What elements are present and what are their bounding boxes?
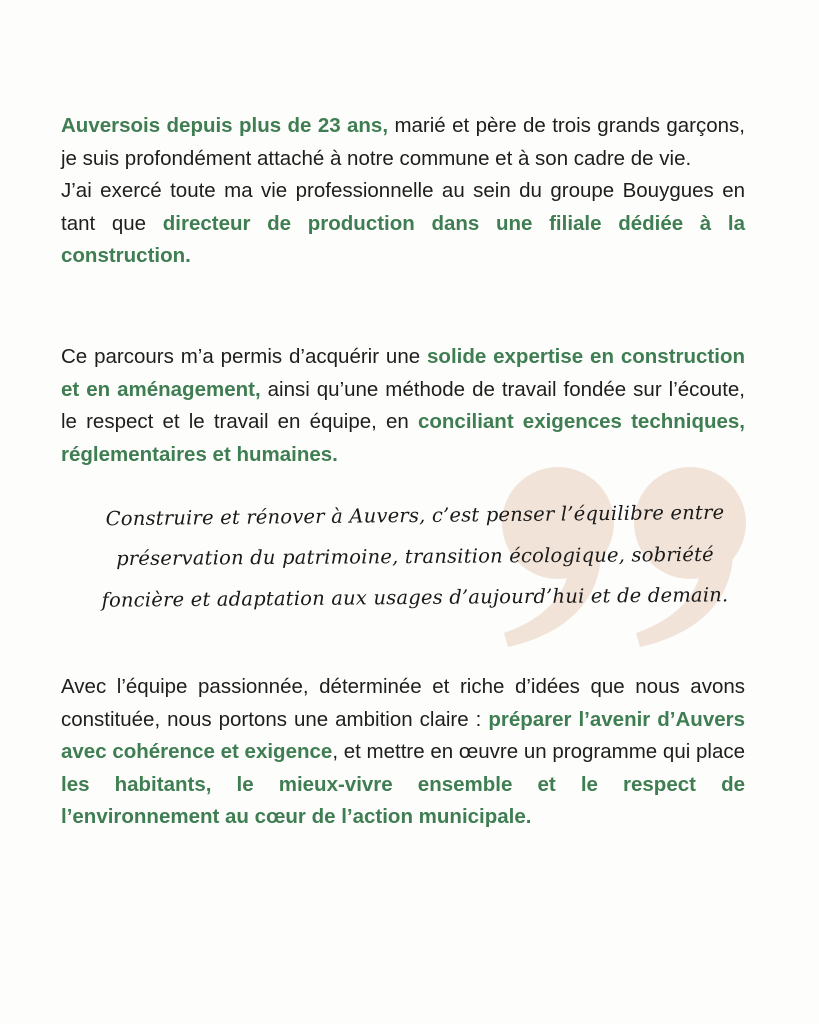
highlight-expertise: solide expertise en construction et en aménagement, (61, 345, 745, 401)
method-text: ainsi qu’une méthode de travail fondée sur l’écoute, le respect et le travail en équipe, en (61, 377, 745, 433)
expertise-intro-text: Ce parcours m’a permis d’acquérir une (61, 345, 428, 368)
highlight-requirements: conciliant exigences techniques, réglementaires et humaines. (61, 410, 746, 466)
highlight-residency: Auversois depuis plus de 23 ans, (61, 114, 389, 137)
intro-paragraph (61, 110, 745, 273)
highlight-future: préparer l’avenir d’Auvers avec cohérence et exigence (61, 707, 745, 763)
quote-line-2: préservation du patrimoine, transition écologique, sobriété (116, 542, 714, 571)
program-text: , et mettre en œuvre un programme qui place (332, 740, 746, 763)
expertise-paragraph (61, 341, 745, 471)
highlight-job-title: directeur de production dans une filiale dédiée à la construction. (61, 211, 745, 267)
quote-line-3: foncière et adaptation aux usages d’aujourd’hui et de demain. (101, 583, 729, 612)
quote-line-1: Construire et rénover à Auvers, c’est penser l’équilibre entre (105, 500, 725, 531)
career-line (61, 175, 745, 273)
family-text: marié et père de trois grands garçons, je suis profondément attaché à notre commune et à son cadre de vie. (61, 114, 746, 170)
handwritten-quote (70, 495, 760, 618)
team-text: Avec l’équipe passionnée, déterminée et riche d’idées que nous avons constituée, nous portons une ambition claire : (61, 675, 745, 731)
highlight-inhabitants: les habitants, le mieux-vivre ensemble et le respect de l’environnement au cœur de l’action municipale. (61, 772, 745, 828)
ambition-paragraph (61, 671, 745, 834)
career-text: J’ai exercé toute ma vie professionnelle au sein du groupe Bouygues en tant que (61, 179, 745, 235)
